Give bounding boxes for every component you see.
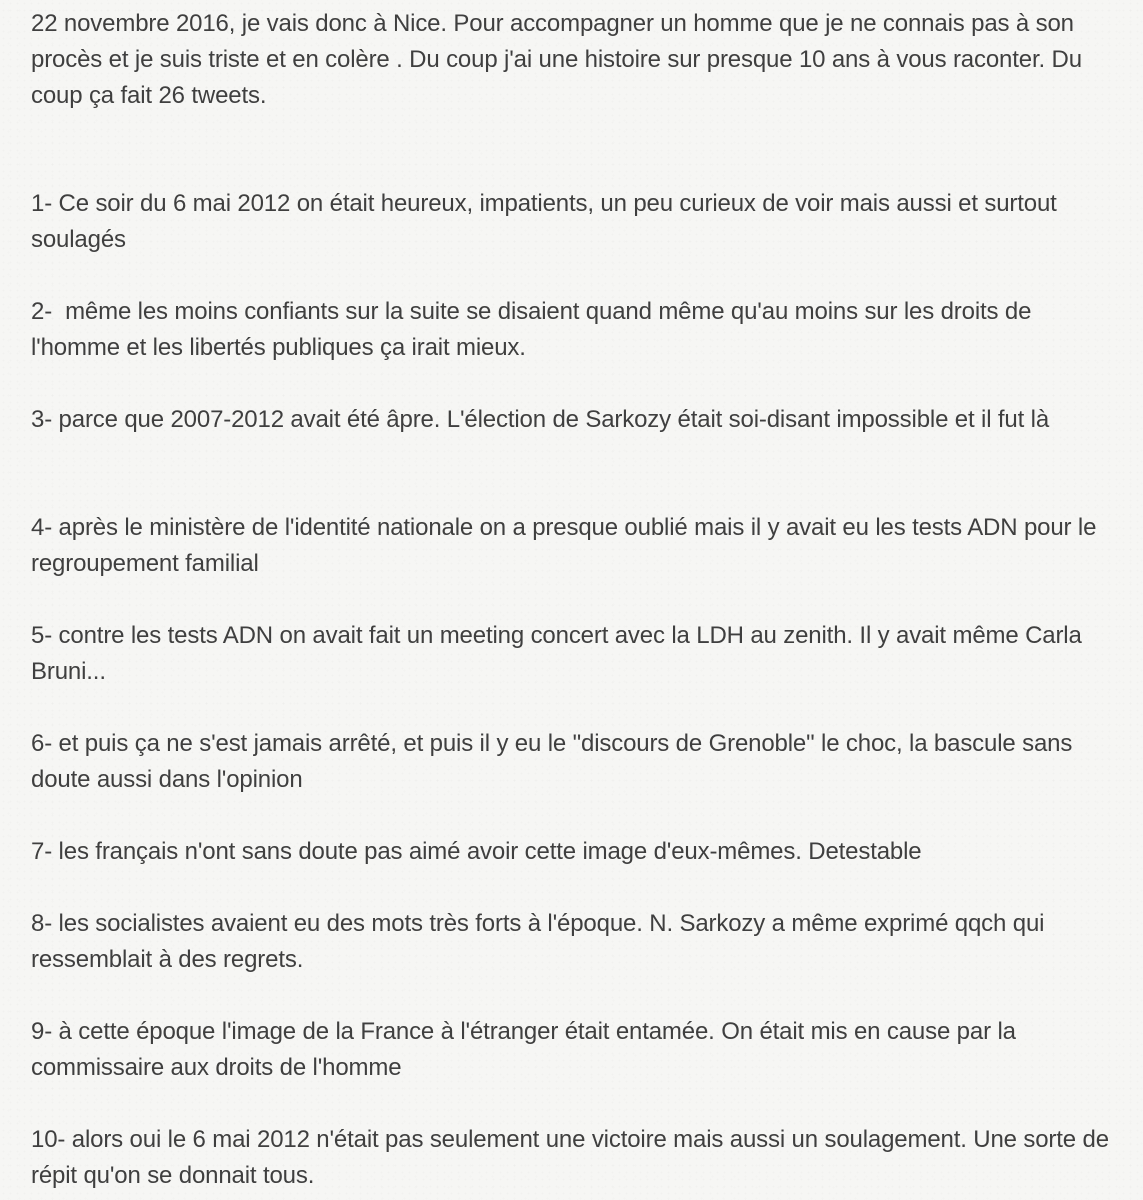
- tweet-paragraph-10: 10- alors oui le 6 mai 2012 n'était pas seulement une victoire mais aussi un soulagement. Une sorte de répit qu'on se donnait tous.: [31, 1126, 1116, 1189]
- tweet-paragraph-2: 2- même les moins confiants sur la suite se disaient quand même qu'au moins sur les droits de l'homme et les libertés publiques ça irait mieux.: [31, 298, 1038, 361]
- tweet-paragraph-3: 3- parce que 2007-2012 avait été âpre. L'élection de Sarkozy était soi-disant impossible et il fut là: [31, 406, 1050, 433]
- tweet-paragraph-5: 5- contre les tests ADN on avait fait un meeting concert avec la LDH au zenith. Il y avait même Carla Bruni...: [31, 622, 1089, 685]
- tweet-paragraph-7: 7- les français n'ont sans doute pas aimé avoir cette image d'eux-mêmes. Detestable: [31, 838, 922, 865]
- tweet-paragraph-9: 9- à cette époque l'image de la France à l'étranger était entamée. On était mis en cause par la commissaire aux droits de l'homme: [31, 1018, 1023, 1081]
- tweet-paragraph-6: 6- et puis ça ne s'est jamais arrêté, et puis il y eu le "discours de Grenoble" le choc, la bascule sans doute aussi dans l'opinion: [31, 730, 1079, 793]
- tweet-paragraph-4: 4- après le ministère de l'identité nationale on a presque oublié mais il y avait eu les tests ADN pour le regroupement familial: [31, 514, 1103, 577]
- tweet-paragraph-8: 8- les socialistes avaient eu des mots très forts à l'époque. N. Sarkozy a même exprimé qqch qui ressemblait à des regrets.: [31, 910, 1051, 973]
- tweet-paragraph-1: 1- Ce soir du 6 mai 2012 on était heureux, impatients, un peu curieux de voir mais aussi et surtout soulagés: [31, 190, 1064, 253]
- intro-paragraph: 22 novembre 2016, je vais donc à Nice. Pour accompagner un homme que je ne connais pas à son procès et je suis triste et en colère . Du coup j'ai une histoire sur presque 10 ans à vous raconter. Du coup ça fait 26 tweets.: [31, 10, 1089, 109]
